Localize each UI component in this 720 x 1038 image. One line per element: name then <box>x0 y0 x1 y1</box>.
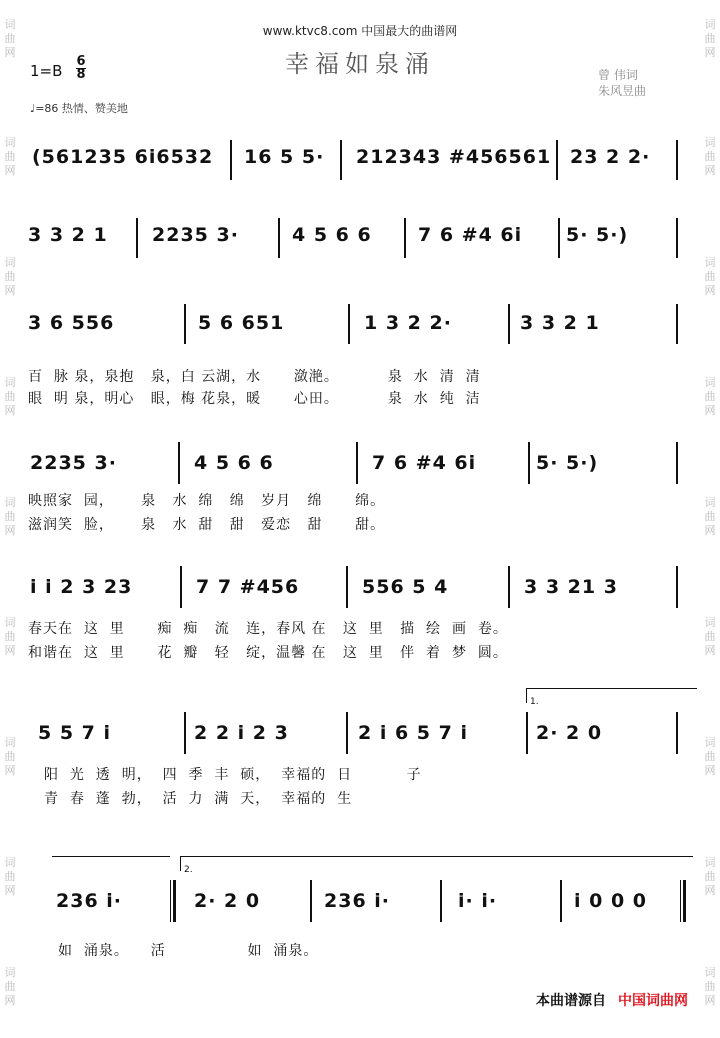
lyric-line-1: 如 涌泉。 活 如 涌泉。 <box>58 943 319 959</box>
barline <box>676 304 678 344</box>
volta-2: 2. <box>180 856 693 871</box>
final-barline <box>680 880 686 922</box>
measure: 2· 2 0 <box>194 890 261 912</box>
measure: 2235 3· <box>152 224 239 246</box>
measure: 212343 #456561 <box>356 146 552 168</box>
barline <box>180 566 182 608</box>
measure: 5 5 7 i <box>38 722 112 744</box>
measure: 3 6 556 <box>28 312 115 334</box>
barline <box>676 712 678 754</box>
barline <box>356 442 358 484</box>
measure: 5 6 651 <box>198 312 285 334</box>
lyric-line-2: 眼 明 泉，明心 眼，梅 花泉，暖 心田。 泉 水 纯 洁 <box>28 391 481 407</box>
measure: 7 7 #456 <box>196 576 300 598</box>
barline <box>676 442 678 484</box>
measure: 4 5 6 6 <box>194 452 274 474</box>
measure: 7 6 #4 6i <box>418 224 523 246</box>
source-label: 本曲谱源自 <box>536 993 606 1009</box>
measure: i· i· <box>458 890 498 912</box>
time-top: 6 <box>76 54 86 69</box>
key-signature: 1=B <box>30 62 63 80</box>
measure: 236 i· <box>324 890 391 912</box>
barline <box>558 218 560 258</box>
measure: 3 3 2 1 <box>28 224 108 246</box>
measure: 23 2 2· <box>570 146 651 168</box>
barline <box>184 712 186 754</box>
barline <box>340 140 342 180</box>
tempo-marking: ♩=86 热情、赞美地 <box>30 102 128 115</box>
barline <box>508 566 510 608</box>
lyric-line-1: 映照家 园， 泉 水 绵 绵 岁月 绵 绵。 <box>28 493 386 509</box>
source-credit <box>536 990 688 1010</box>
barline <box>178 442 180 484</box>
measure: 2235 3· <box>30 452 117 474</box>
barline <box>528 442 530 484</box>
barline <box>346 566 348 608</box>
barline <box>508 304 510 344</box>
measure: 1 3 2 2· <box>364 312 452 334</box>
lyric-line-1: 阳 光 透 明， 四 季 丰 硕， 幸福的 日 子 <box>44 767 422 783</box>
barline <box>676 218 678 258</box>
site-url: www.ktvc8.com 中国最大的曲谱网 <box>262 24 458 38</box>
measure: 556 5 4 <box>362 576 449 598</box>
lyric-line-2: 和谐在 这 里 花 瓣 轻 绽，温馨 在 这 里 伴 着 梦 圆。 <box>28 645 508 661</box>
barline <box>348 304 350 344</box>
barline <box>136 218 138 258</box>
time-signature <box>76 56 86 81</box>
barline <box>184 304 186 344</box>
volta-bracket <box>52 856 170 871</box>
song-title: 幸福如泉涌 <box>285 50 435 78</box>
measure: 4 5 6 6 <box>292 224 372 246</box>
measure: 5· 5·) <box>536 452 599 474</box>
barline <box>346 712 348 754</box>
measure: 7 6 #4 6i <box>372 452 477 474</box>
barline <box>676 566 678 608</box>
lyric-line-1: 百 脉 泉，泉抱 泉，白 云湖，水 潋滟。 泉 水 清 清 <box>28 369 481 385</box>
measure: 236 i· <box>56 890 123 912</box>
measure: (561235 6i6532 <box>32 146 214 168</box>
barline <box>526 712 528 754</box>
composer: 朱风昱曲 <box>598 84 647 98</box>
volta-1: 1. <box>526 688 697 703</box>
barline <box>440 880 442 922</box>
brand-link[interactable]: 中国词曲网 <box>618 993 688 1009</box>
measure: 2 i 6 5 7 i <box>358 722 468 744</box>
barline <box>230 140 232 180</box>
lyric-line-2: 滋润笑 脸， 泉 水 甜 甜 爱恋 甜 甜。 <box>28 517 386 533</box>
barline <box>278 218 280 258</box>
lyric-line-1: 春天在 这 里 痴 痴 流 连，春风 在 这 里 描 绘 画 卷。 <box>28 621 508 637</box>
measure: 3 3 21 3 <box>524 576 618 598</box>
measure: i 0 0 0 <box>574 890 648 912</box>
time-bottom: 8 <box>76 67 86 82</box>
measure: 16 5 5· <box>244 146 325 168</box>
barline <box>676 140 678 180</box>
measure: i i 2 3 23 <box>30 576 133 598</box>
barline <box>560 880 562 922</box>
repeat-barline <box>170 880 176 922</box>
measure: 3 3 2 1 <box>520 312 600 334</box>
measure: 5· 5·) <box>566 224 629 246</box>
measure: 2 2 i 2 3 <box>194 722 289 744</box>
barline <box>404 218 406 258</box>
lyric-line-2: 青 春 蓬 勃， 活 力 满 天， 幸福的 生 <box>44 791 353 807</box>
barline <box>556 140 558 180</box>
lyricist: 曾 伟词 <box>598 68 638 82</box>
measure: 2· 2 0 <box>536 722 603 744</box>
barline <box>310 880 312 922</box>
